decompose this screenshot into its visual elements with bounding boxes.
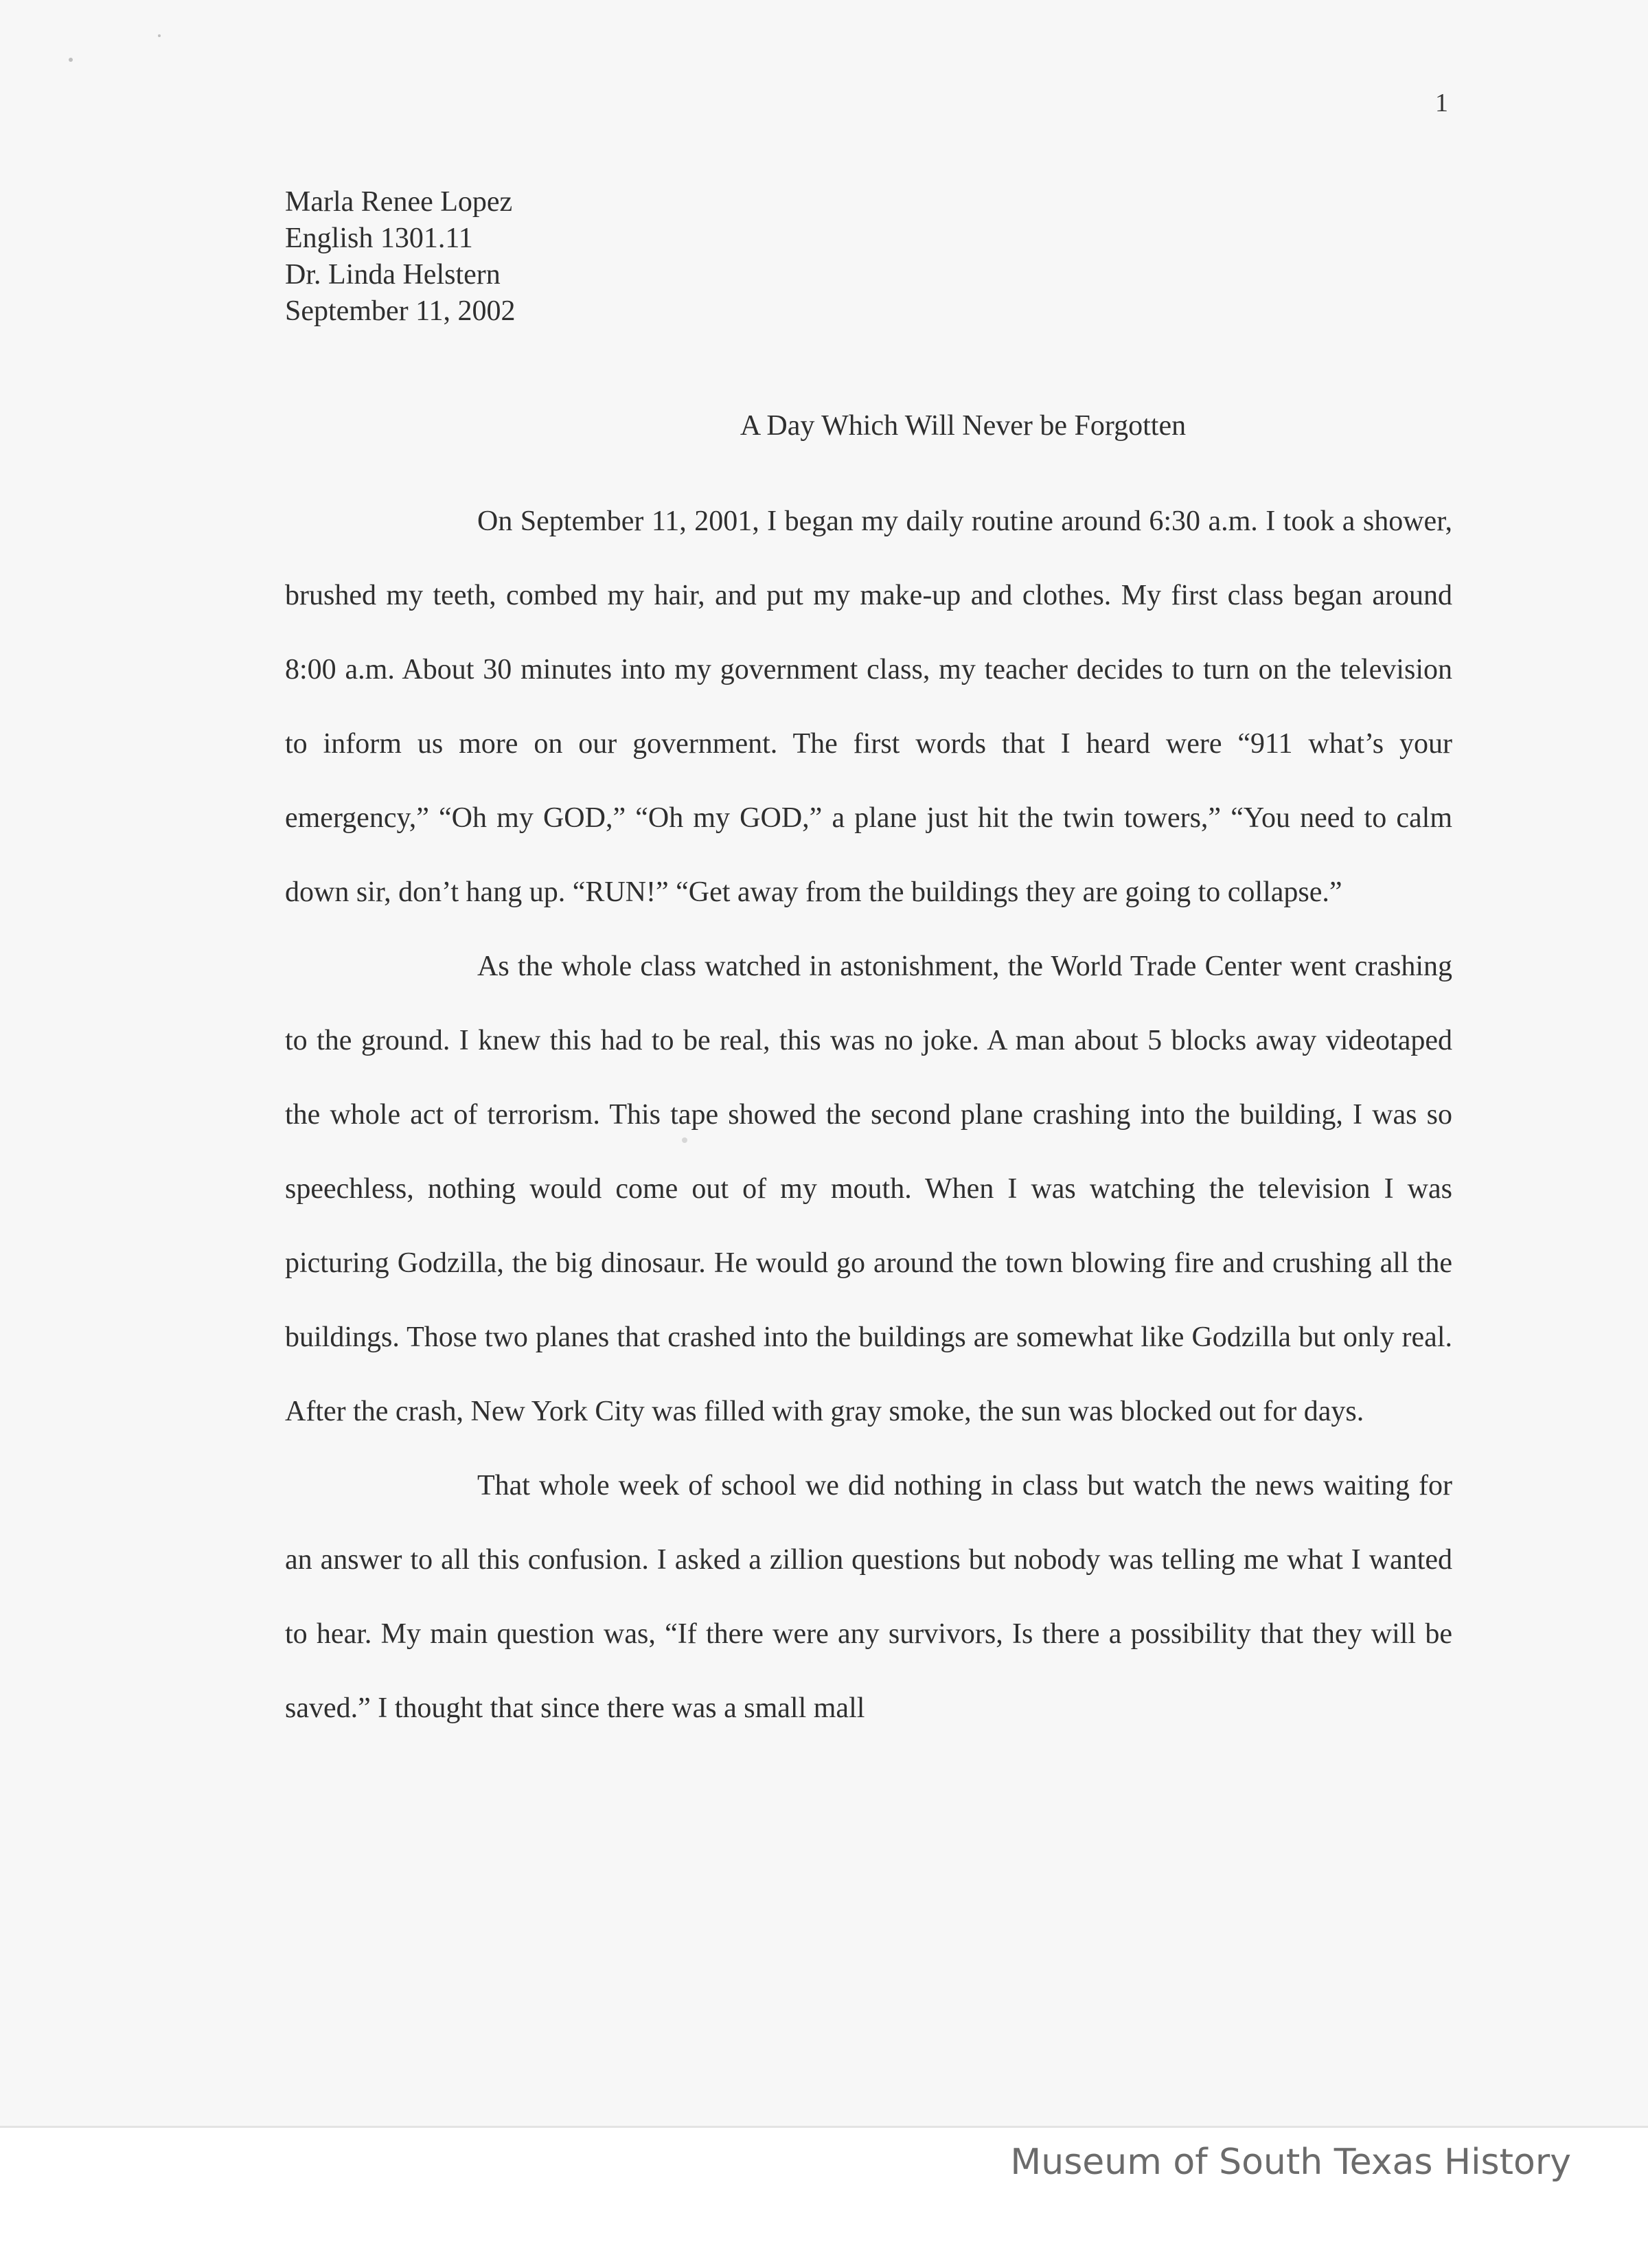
scan-speck: [69, 58, 73, 62]
essay-date: September 11, 2002: [285, 295, 516, 327]
instructor-name: Dr. Linda Helstern: [285, 259, 501, 291]
essay-paragraph: That whole week of school we did nothing in class but watch the news waiting for an answer to all this confusion. I asked a zillion questions but nobody was telling me what I wanted to hear. My main question was, “If there were any survivors, Is there a possibility that they will be saved.” I thought that since there was a small mall: [285, 1470, 1452, 1724]
student-name: Marla Renee Lopez: [285, 186, 513, 218]
essay-paragraph: As the whole class watched in astonishment, the World Trade Center went crashing to the ground. I knew this had to be real, this was no joke. A man about 5 blocks away videotaped the whole act of terrorism. This tape showed the second plane crashing into the building, I was so speechless, nothing would come out of my mouth. When I was watching the television I was picturing Godzilla, the big dinosaur. He would go around the town blowing fire and crushing all the buildings. Those two planes that crashed into the buildings are somewhat like Godzilla but only real. After the crash, New York City was filled with gray smoke, the sun was blocked out for days.: [285, 951, 1452, 1427]
essay-paragraph: On September 11, 2001, I began my daily routine around 6:30 a.m. I took a shower, brushed my teeth, combed my hair, and put my make-up and clothes. My first class began around 8:00 a.m. About 30 minutes into my government class, my teacher decides to turn on the television to inform us more on our government. The first words that I heard were “911 what’s your emergency,” “Oh my GOD,” “Oh my GOD,” a plane just hit the twin towers,” “You need to calm down sir, don’t hang up. “RUN!” “Get away from the buildings they are going to collapse.”: [285, 506, 1452, 908]
essay-title: A Day Which Will Never be Forgotten: [740, 410, 1187, 442]
essay-title-row: [0, 409, 1648, 442]
essay-header: [285, 184, 516, 330]
page-number: 1: [1435, 89, 1448, 117]
essay-body: [285, 484, 1452, 1745]
page-divider: [0, 2126, 1648, 2128]
course-number: English 1301.11: [285, 223, 473, 254]
museum-credit: Museum of South Texas History: [1010, 2142, 1571, 2183]
scan-speck: [158, 34, 161, 37]
